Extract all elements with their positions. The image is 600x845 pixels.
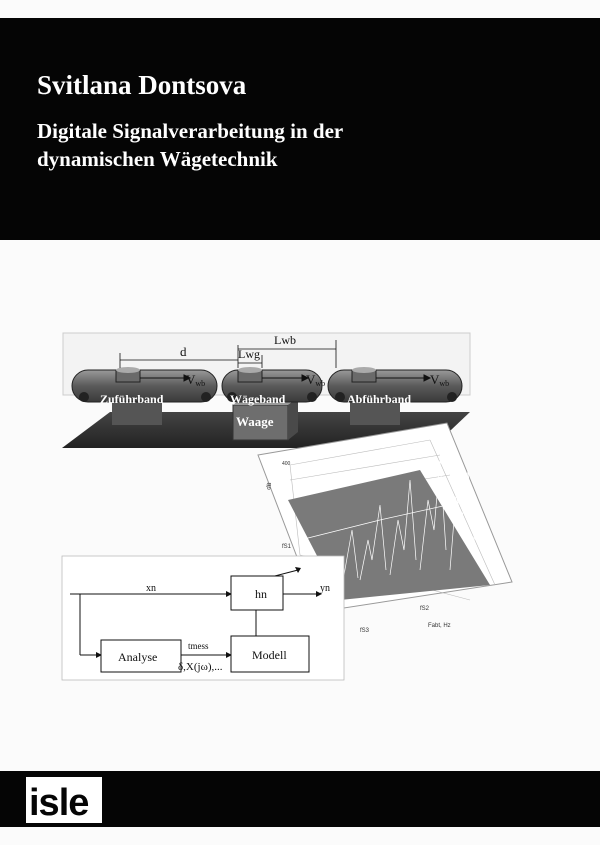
title-line-2: dynamischen Wägetechnik (37, 147, 278, 171)
plot-f1-label: fS1 (282, 544, 292, 550)
band-weighing-label: Wägeband (230, 392, 286, 406)
svg-text:Vwb: Vwb (306, 372, 326, 388)
plot-xlabel: Fabt, Hz (428, 623, 451, 629)
params-label: δ,X(jω),... (178, 661, 223, 673)
band-infeed-label: Zuführband (100, 392, 164, 406)
length-lwb-label: Lwb (274, 333, 296, 347)
output-yn-label: yn (320, 583, 330, 594)
block-diagram (62, 556, 344, 680)
isle-logo (26, 777, 102, 823)
plot-z-tick: 400 (282, 461, 291, 467)
scale-label: Waage (236, 414, 274, 429)
plot-f2-label: fS2 (420, 606, 430, 612)
band-outfeed-label: Abführband (347, 392, 412, 406)
filter-label: hn (255, 587, 267, 601)
analyse-label: Analyse (118, 650, 158, 664)
plot-f3-label: fS3 (360, 628, 370, 634)
isle-logo-text: isle (29, 782, 89, 823)
author-name: Svitlana Dontsova (37, 70, 247, 100)
length-lwg-label: Lwg (238, 347, 260, 361)
distance-d-label: d (180, 344, 187, 359)
svg-text:Vwb: Vwb (186, 372, 206, 388)
modell-label: Modell (252, 648, 287, 662)
tmess-label: tmess (188, 641, 209, 651)
input-xn-label: xn (146, 583, 156, 594)
svg-text:Vwb: Vwb (430, 372, 450, 388)
title-line-1: Digitale Signalverarbeitung in der (37, 119, 344, 143)
plot-ylabel: dB (266, 482, 274, 491)
